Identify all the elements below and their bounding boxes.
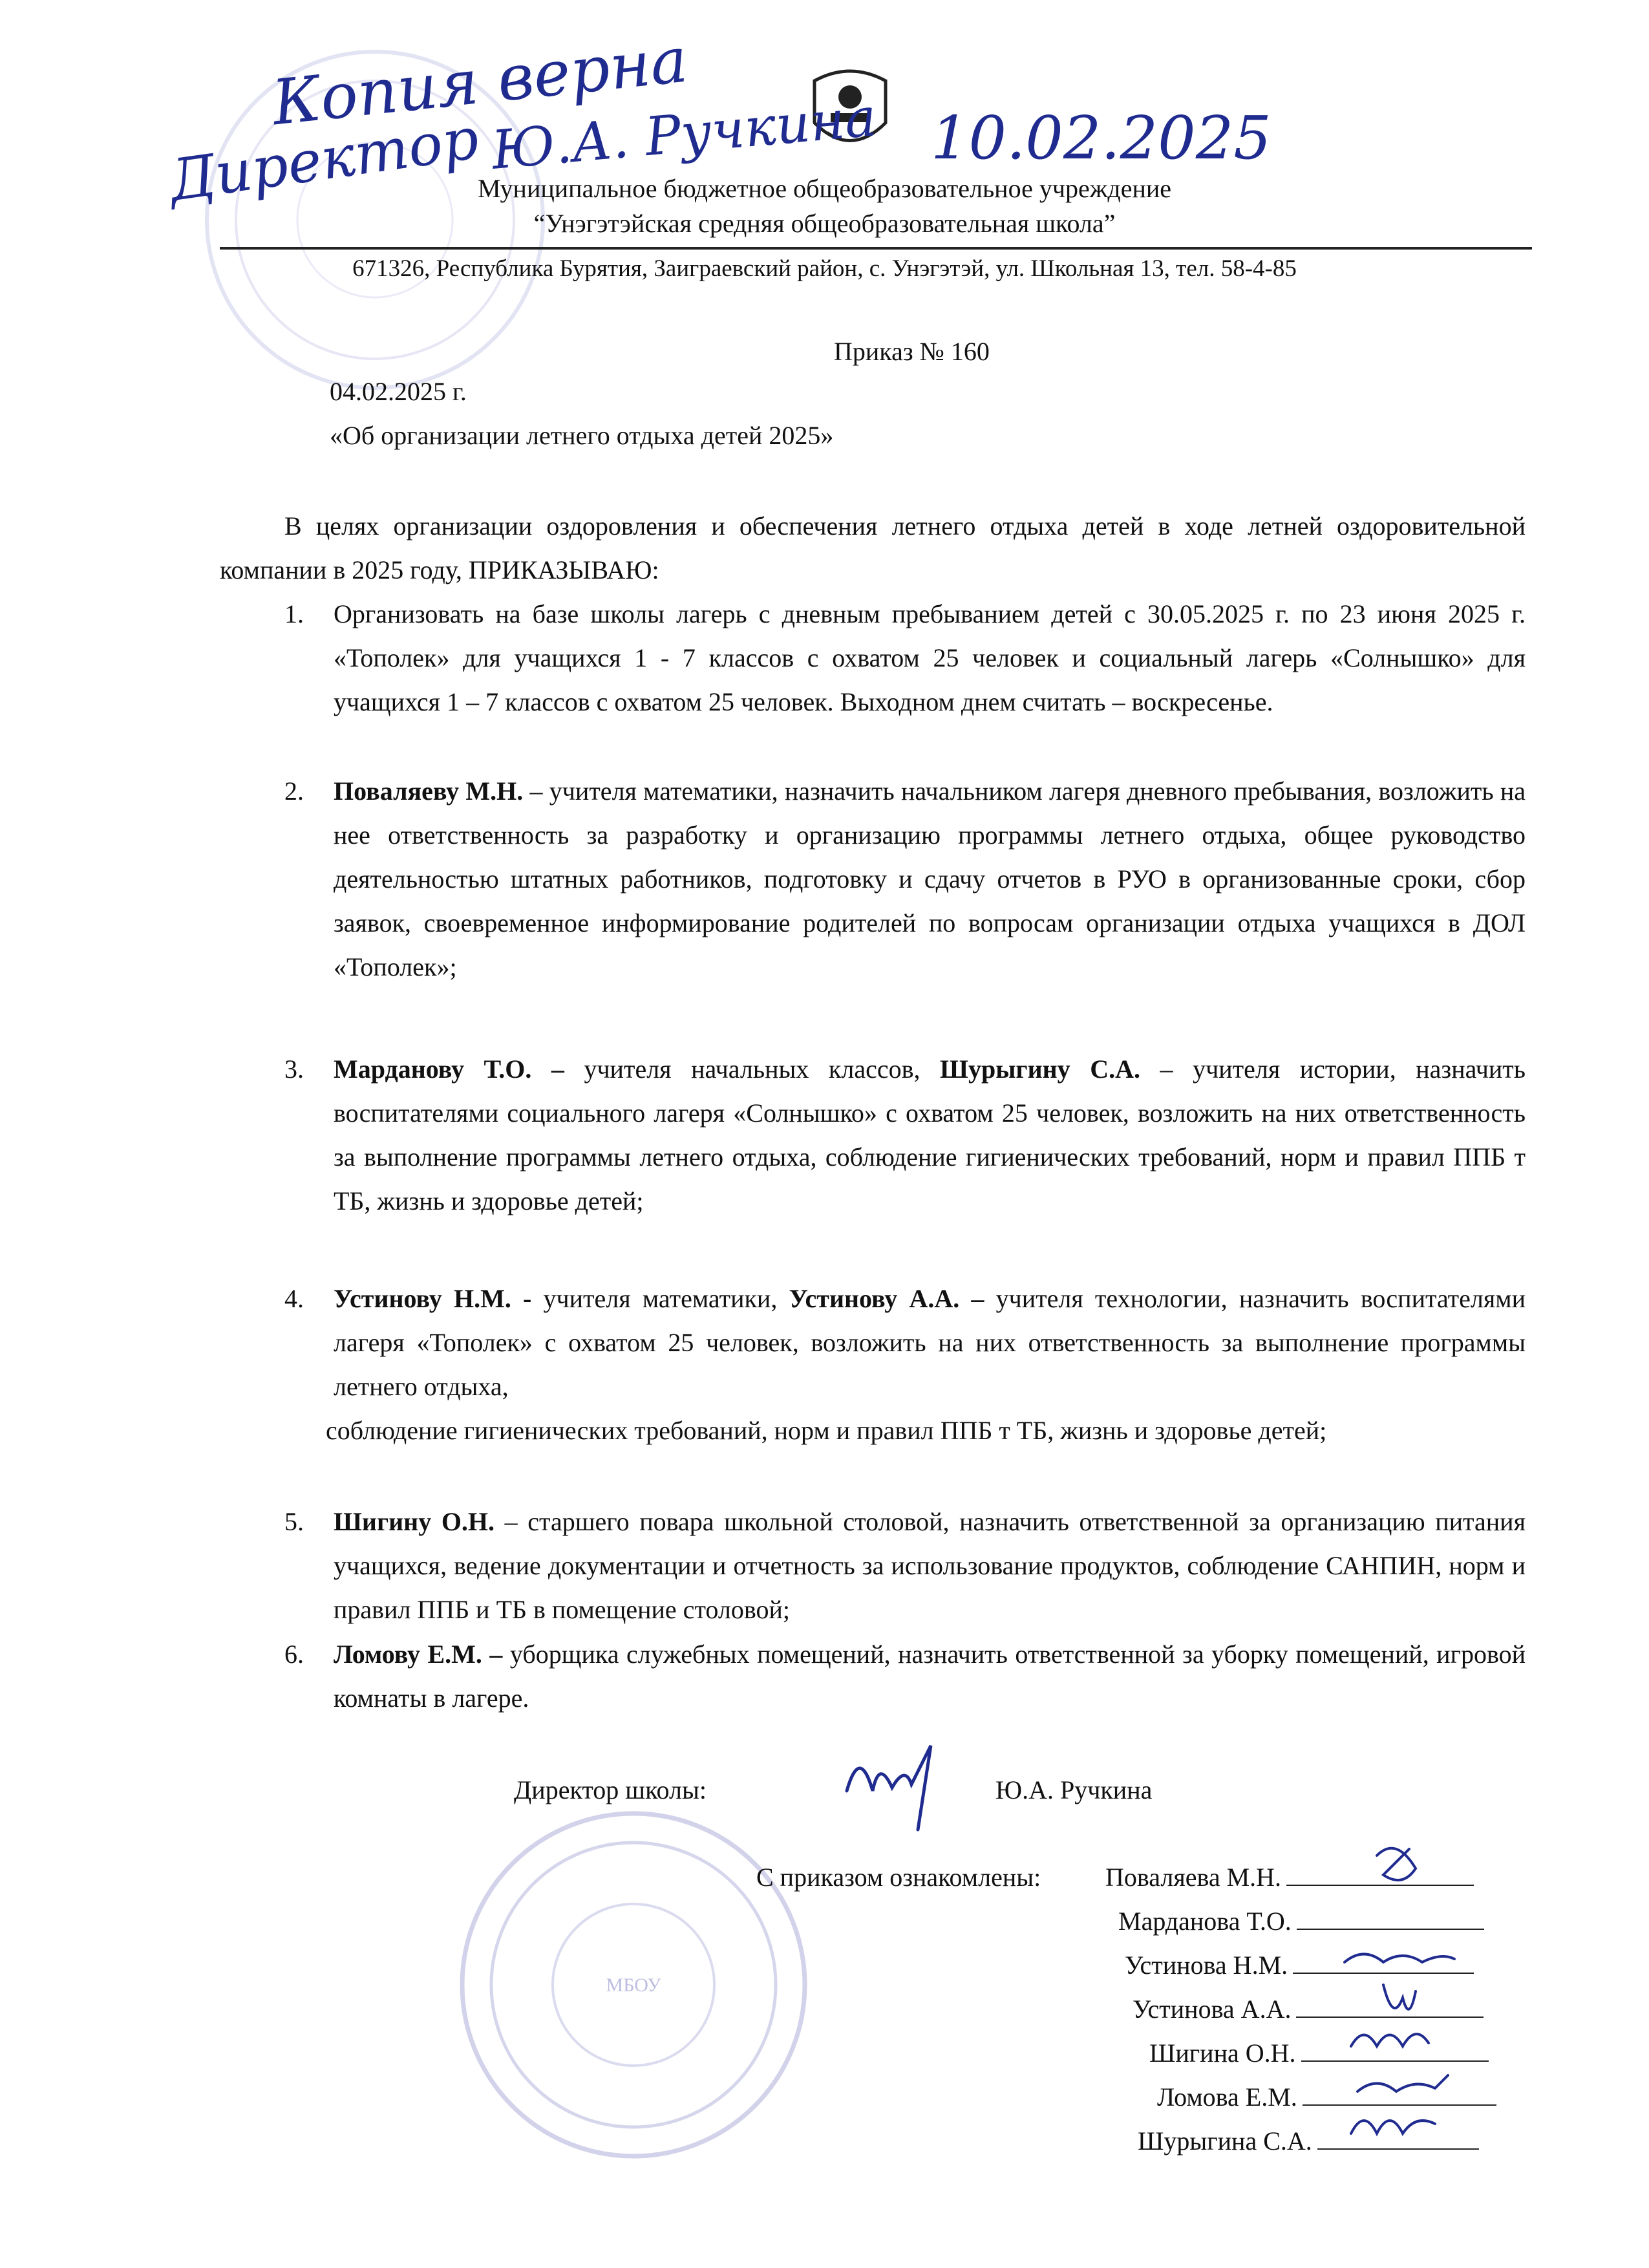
item-number: 4. — [284, 1284, 304, 1313]
ack-label: С приказом ознакомлены: — [756, 1863, 1041, 1892]
order-item-5 — [284, 1500, 1526, 1632]
ack-name: Устинова Н.М. — [1125, 1951, 1288, 1980]
handwritten-director-name: Ю.А. Ручкина — [489, 87, 879, 182]
item-text: учителя математики, — [531, 1284, 789, 1313]
order-item-6 — [284, 1632, 1526, 1720]
director-name: Ю.А. Ручкина — [995, 1775, 1153, 1804]
item-person-2: Устинову А.А. – — [789, 1284, 984, 1313]
handwritten-director-note: Директор — [165, 104, 483, 215]
item-text-2: учителя технологии, назначить воспитателями лагеря «Тополек» с охватом 25 человек, возложить на них ответственность за выполнение программы летнего отдыха, — [334, 1284, 1526, 1401]
handwritten-date: 10.02.2025 — [931, 103, 1271, 173]
item-number: 1. — [284, 599, 304, 628]
order-item-1 — [284, 592, 1526, 724]
svg-text:МБОУ: МБОУ — [606, 1974, 661, 1996]
item-number: 3. — [284, 1054, 304, 1084]
item-text-3: соблюдение гигиенических требований, норм и правил ППБ т ТБ, жизнь и здоровье детей; — [326, 1416, 1327, 1445]
org-name-line1: Муниципальное бюджетное общеобразовательное учреждение — [477, 174, 1172, 203]
order-preamble: В целях организации оздоровления и обеспечения летнего отдыха детей в ходе летней оздоровительной компании в 2025 году, ПРИКАЗЫВАЮ: — [220, 511, 1526, 584]
ack-name: Шурыгина С.А. — [1138, 2126, 1312, 2156]
item-person: Поваляеву М.Н. — [334, 776, 524, 806]
item-number: 6. — [284, 1640, 304, 1669]
item-text: Организовать на базе школы лагерь с дневным пребыванием детей с 30.05.2025 г. по 23 июня 2025 г. «Тополек» для учащихся 1 - 7 классов с охватом 25 человек и социальный лагерь «Солнышко» для учащихся 1 – 7 классов с охватом 25 человек. Выходном днем считать – воскресенье. — [334, 599, 1526, 716]
order-title: Приказ № 160 — [834, 337, 990, 366]
order-subject: «Об организации летнего отдыха детей 2025» — [330, 421, 834, 450]
item-text: – старшего повара школьной столовой, назначить ответственной за организацию питания учащихся, ведение документации и отчетность за использование продуктов, соблюдение САНПИН, норм и правил ППБ и ТБ в помещение столовой; — [334, 1507, 1526, 1624]
order-item-3 — [284, 1047, 1526, 1223]
item-text: – учителя математики, назначить начальником лагеря дневного пребывания, возложить на нее ответственность за разработку и организацию программы летнего отдыха, общее руководство деятельностью штатных работников, подготовку и сдачу отчетов в РУО в организованные сроки, сбор заявок, своевременное информирование родителей по вопросам организации отдыха учащихся в ДОЛ «Тополек»; — [334, 776, 1526, 981]
ack-signatures — [1338, 1830, 1506, 2166]
ack-name: Шигина О.Н. — [1149, 2038, 1296, 2068]
official-stamp-bottom — [452, 1804, 814, 2166]
org-name-line2: “Унэгэтэйская средняя общеобразовательная школа” — [533, 209, 1116, 238]
director-signature — [834, 1733, 957, 1836]
org-address: 671326, Республика Бурятия, Заиграевский район, с. Унэгэтэй, ул. Школьная 13, тел. 58-4-85 — [352, 255, 1297, 282]
item-person: Ломову Е.М. – — [334, 1640, 503, 1669]
order-date: 04.02.2025 г. — [330, 377, 467, 406]
director-label: Директор школы: — [514, 1775, 707, 1804]
item-person-2: Шурыгину С.А. — [940, 1054, 1140, 1084]
item-person: Устинову Н.М. - — [334, 1284, 532, 1313]
item-text: учителя начальных классов, — [564, 1054, 941, 1084]
header-rule — [220, 247, 1532, 250]
ack-name: Марданова Т.О. — [1118, 1907, 1292, 1936]
ack-name: Устинова А.А. — [1133, 1995, 1292, 2024]
item-text-2: – учителя истории, назначить воспитателями социального лагеря «Солнышко» с охватом 25 человек, возложить на них ответственность за выполнение программы летнего отдыха, соблюдение гигиенических требований, норм и правил ППБ т ТБ, жизнь и здоровье детей; — [334, 1054, 1526, 1215]
ack-name: Поваляева М.Н. — [1105, 1863, 1282, 1892]
item-number: 5. — [284, 1507, 304, 1536]
item-text: уборщика служебных помещений, назначить ответственной за уборку помещений, игровой комнаты в лагере. — [334, 1640, 1526, 1713]
item-person: Шигину О.Н. — [334, 1507, 495, 1536]
ack-name: Ломова Е.М. — [1157, 2082, 1297, 2112]
order-item-4 — [284, 1277, 1526, 1453]
item-person: Марданову Т.О. – — [334, 1054, 564, 1084]
order-item-2 — [284, 769, 1526, 989]
handwritten-copy-note: Копия верна — [268, 23, 691, 140]
item-number: 2. — [284, 776, 304, 806]
